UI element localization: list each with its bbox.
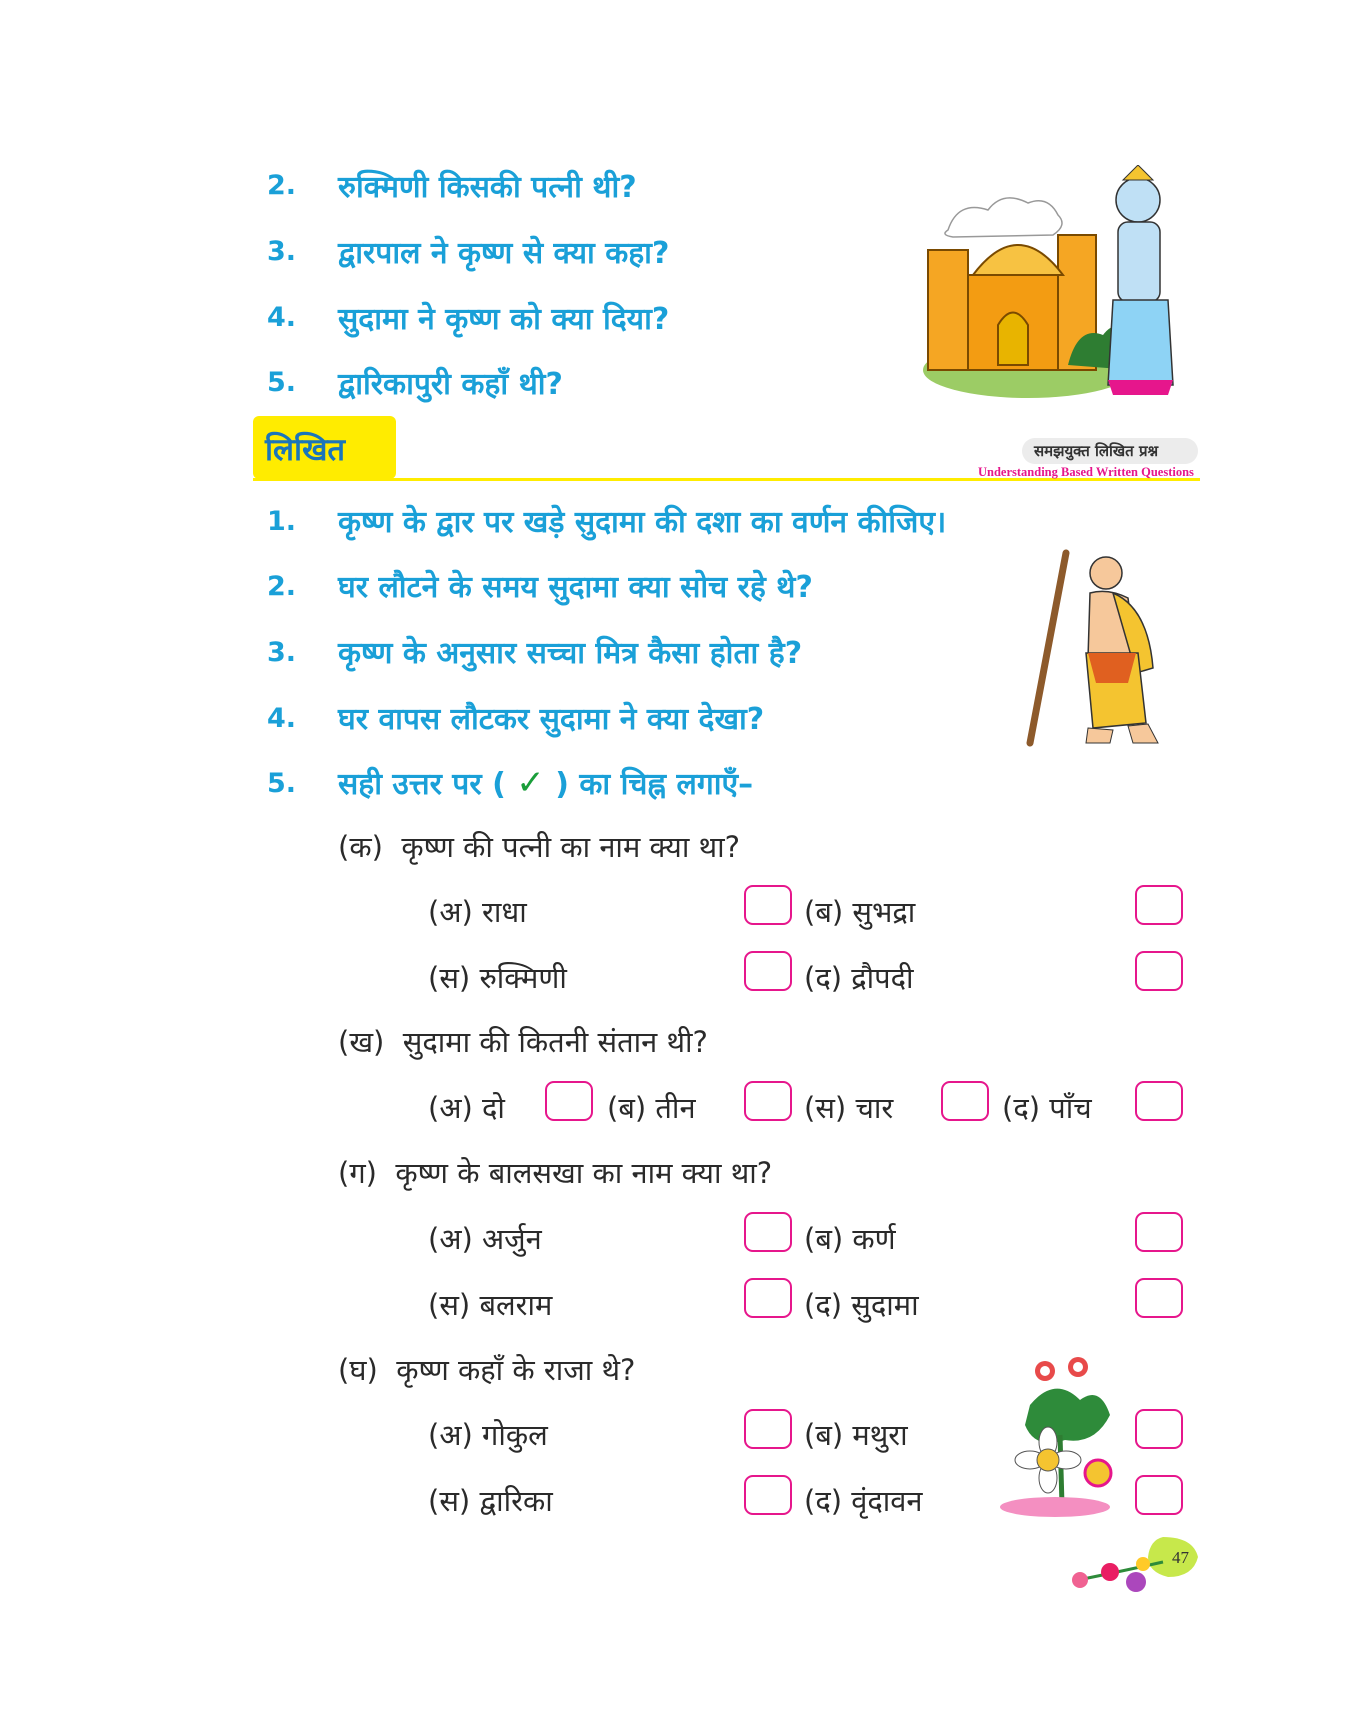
question-number: 2. [267, 170, 297, 201]
answer-checkbox[interactable] [1135, 1278, 1183, 1318]
answer-checkbox[interactable] [1135, 1475, 1183, 1515]
page-number: 47 [1172, 1548, 1189, 1567]
answer-checkbox[interactable] [744, 951, 792, 991]
answer-checkbox[interactable] [744, 1409, 792, 1449]
option-label: (अ) अर्जुन [428, 1222, 542, 1256]
question-number: 4. [267, 302, 297, 333]
question-text: कृष्ण के अनुसार सच्चा मित्र कैसा होता है? [338, 636, 803, 671]
option-label: (ब) सुभद्रा [804, 895, 916, 929]
flower-illustration [1000, 1355, 1130, 1520]
mcq-label: (घ) [338, 1353, 378, 1387]
question-number: 5. [267, 768, 297, 799]
option-label: (द) द्रौपदी [804, 961, 914, 995]
question-text [338, 762, 753, 803]
mcq-label: (क) [338, 830, 383, 864]
answer-checkbox[interactable] [545, 1081, 593, 1121]
option-label: (ब) कर्ण [804, 1222, 896, 1256]
answer-checkbox[interactable] [744, 1278, 792, 1318]
section-pill-label: समझयुक्त लिखित प्रश्न [1034, 442, 1159, 460]
option-label: (द) सुदामा [804, 1288, 919, 1322]
option-label: (ब) मथुरा [804, 1418, 908, 1452]
answer-checkbox[interactable] [1135, 885, 1183, 925]
option-label: (अ) दो [428, 1091, 505, 1125]
option-label: (स) रुक्मिणी [428, 961, 567, 995]
mcq-question-text: सुदामा की कितनी संतान थी? [402, 1025, 708, 1059]
option-label: (स) द्वारिका [428, 1484, 553, 1518]
option-label: (अ) राधा [428, 895, 527, 929]
sudama-illustration [1018, 548, 1188, 753]
instruction-before: सही उत्तर पर ( [338, 767, 506, 802]
mcq-label: (ख) [338, 1025, 385, 1059]
mcq-question-text: कृष्ण कहाँ के राजा थे? [396, 1353, 636, 1387]
question-number: 1. [267, 506, 297, 537]
option-label: (द) वृंदावन [804, 1484, 923, 1518]
answer-checkbox[interactable] [941, 1081, 989, 1121]
answer-checkbox[interactable] [1135, 1212, 1183, 1252]
option-label: (स) बलराम [428, 1288, 553, 1322]
option-label: (द) पाँच [1002, 1091, 1092, 1125]
question-number: 2. [267, 571, 297, 602]
answer-checkbox[interactable] [1135, 1409, 1183, 1449]
answer-checkbox[interactable] [744, 1475, 792, 1515]
instruction-after: ) का चिह्न लगाएँ– [555, 767, 754, 802]
question-number: 3. [267, 236, 297, 267]
option-label: (स) चार [804, 1091, 894, 1125]
answer-checkbox[interactable] [744, 1212, 792, 1252]
section-pill-subtitle: Understanding Based Written Questions [978, 465, 1194, 479]
option-label: (ब) तीन [607, 1091, 696, 1125]
question-number: 5. [267, 367, 297, 398]
question-text: कृष्ण के द्वार पर खड़े सुदामा की दशा का वर्णन कीजिए। [338, 505, 947, 540]
check-mark-icon: ✓ [516, 763, 545, 803]
question-text: घर वापस लौटकर सुदामा ने क्या देखा? [338, 702, 765, 737]
question-text: सुदामा ने कृष्ण को क्या दिया? [338, 302, 670, 337]
question-number: 3. [267, 637, 297, 668]
question-text: घर लौटने के समय सुदामा क्या सोच रहे थे? [338, 570, 813, 605]
answer-checkbox[interactable] [744, 885, 792, 925]
section-tag: लिखित [265, 432, 346, 468]
answer-checkbox[interactable] [1135, 1081, 1183, 1121]
answer-checkbox[interactable] [744, 1081, 792, 1121]
krishna-palace-illustration [918, 165, 1188, 405]
question-number: 4. [267, 703, 297, 734]
question-text: द्वारिकापुरी कहाँ थी? [338, 367, 563, 402]
mcq-question-text: कृष्ण के बालसखा का नाम क्या था? [395, 1156, 773, 1190]
question-text: रुक्मिणी किसकी पत्नी थी? [338, 170, 637, 205]
mcq-question-text: कृष्ण की पत्नी का नाम क्या था? [401, 830, 741, 864]
answer-checkbox[interactable] [1135, 951, 1183, 991]
option-label: (अ) गोकुल [428, 1418, 548, 1452]
question-text: द्वारपाल ने कृष्ण से क्या कहा? [338, 236, 670, 271]
mcq-label: (ग) [338, 1156, 377, 1190]
